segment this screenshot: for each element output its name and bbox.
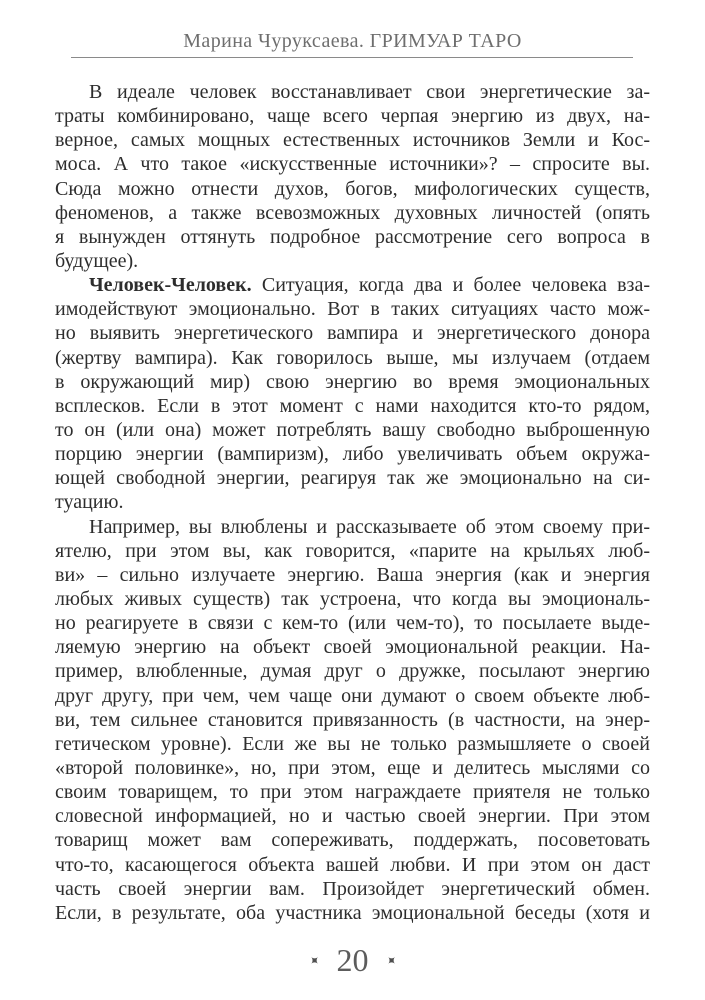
text-line: верное, самых мощных естественных источников Земли и Кос- — [55, 129, 650, 152]
text-line: ятелю, при этом вы, как говорится, «парите на крыльях люб- — [55, 539, 650, 562]
text-line: В идеале человек восстанавливает свои энергетические за- — [89, 81, 650, 103]
text-line: любых живых существ) так устроена, что когда вы эмоциональ- — [55, 587, 650, 610]
page-footer — [0, 944, 705, 976]
paragraph-bold-lead: Человек-Человек. — [89, 274, 252, 297]
running-head-title: Марина Чуруксаева. ГРИМУАР ТАРО — [183, 30, 522, 52]
text-line: имодействуют эмоционально. Вот в таких ситуациях часто мож- — [55, 298, 650, 321]
text-line: друг другу, при чем, чем чаще они думают о своем объекте люб- — [55, 684, 650, 707]
text-line: Например, вы влюблены и рассказываете об этом своему при- — [89, 515, 650, 538]
text-line: товарищ может вам сопереживать, поддержать, посоветовать — [55, 829, 650, 852]
text-line: всплесков. Если в этот момент с нами находится кто-то рядом, — [55, 394, 650, 417]
text-line: ющей свободной энергии, реагируя так же эмоционально на си- — [55, 467, 650, 490]
text-line: словесной информацией, но и частью своей энергии. При этом — [55, 805, 650, 828]
page-body — [55, 80, 650, 925]
text-line: гетическом уровне). Если же вы не только размышляете о своей — [55, 732, 650, 755]
paragraph — [55, 515, 650, 925]
text-line: своим товарищем, то при этом награждаете приятеля не только — [55, 781, 650, 804]
text-line: «второй половинке», но, при этом, еще и делитесь мыслями со — [55, 756, 650, 779]
paragraph — [55, 80, 650, 273]
text-line: часть своей энергии вам. Произойдет энергетический обмен. — [55, 877, 650, 900]
text-line: (жертву вампира). Как говорилось выше, мы излучаем (отдаем — [55, 346, 650, 369]
text-line: будущее). — [55, 249, 139, 272]
text-line: моса. А что такое «искусственные источники»? – спросите вы. — [55, 153, 650, 176]
text-line: порцию энергии (вампиризм), либо увеличивать объем окружа- — [55, 443, 650, 466]
text-line: Если, в результате, оба участника эмоциональной беседы (хотя и — [55, 901, 650, 924]
text-line: но выявить энергетического вампира и энергетического донора — [55, 322, 650, 345]
text-line: Сюда можно отнести духов, богов, мифологических существ, — [55, 177, 650, 200]
four-pointed-star-icon: ✦ — [304, 950, 324, 970]
text-line: ви» – сильно излучаете энергию. Ваша энергия (как и энергия — [55, 563, 650, 586]
text-line: я вынужден оттянуть подробное рассмотрение сего вопроса в — [55, 225, 650, 248]
text-line: туацию. — [55, 491, 124, 514]
text-line: Человек-Человек. Ситуация, когда два и более человека вза- — [89, 274, 650, 297]
text-line: ляемую энергию на объект своей эмоциональной реакции. На- — [55, 636, 650, 659]
text-line: что-то, касающегося объекта вашей любви. И при этом он даст — [55, 853, 650, 876]
text-line: феноменов, а также всевозможных духовных личностей (опять — [55, 201, 650, 224]
four-pointed-star-icon: ✦ — [381, 950, 401, 970]
page-number: 20 — [336, 942, 369, 978]
text-line: траты комбинировано, чаще всего черпая энергию из двух, на- — [55, 105, 650, 128]
header-rule — [71, 57, 633, 58]
text-line: ви, тем сильнее становится привязанность (в частности, на энер- — [55, 708, 650, 731]
paragraph — [55, 273, 650, 514]
text-line: то он (или она) может потреблять вашу свободно выброшенную — [55, 418, 650, 441]
text-line: в окружающий мир) свою энергию во время эмоциональных — [55, 370, 650, 393]
text-line: пример, влюбленные, думая друг о дружке, посылают энергию — [55, 660, 650, 683]
text-line: но реагируете в связи с кем-то (или чем-то), то посылаете выде- — [55, 612, 650, 635]
